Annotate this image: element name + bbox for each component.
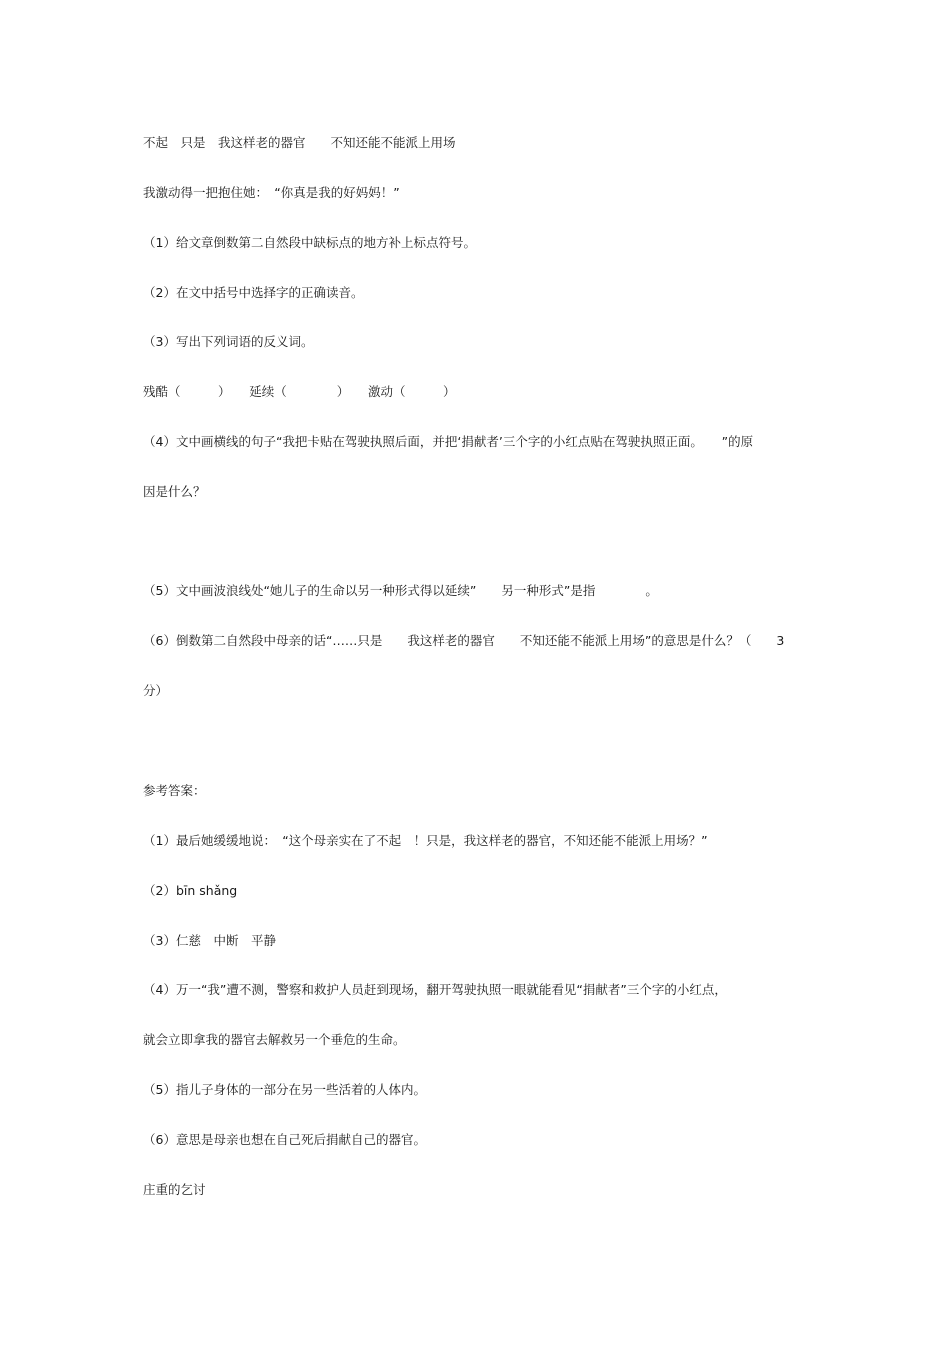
answer-4: （4）万一“我”遭不测，警察和救护人员赶到现场，翻开驾驶执照一眼就能看见“捐献者”三个字的小红点，	[143, 982, 727, 997]
text-line: 我激动得一把抱住她： “你真是我的好妈妈！”	[143, 185, 400, 200]
answer-5: （5）指儿子身体的一部分在另一些活着的人体内。	[143, 1082, 426, 1097]
question-4: （4）文中画横线的句子“我把卡贴在驾驶执照后面，并把‘捐献者’三个字的小红点贴在驾驶执照正面。 ”的原	[143, 434, 754, 449]
answer-4-cont: 就会立即拿我的器官去解救另一个垂危的生命。	[143, 1032, 406, 1047]
antonym-blanks: 残酷（ ） 延续（ ） 激动（ ）	[143, 384, 456, 399]
question-5: （5）文中画波浪线处“她儿子的生命以另一种形式得以延续” 另一种形式”是指 。	[143, 583, 658, 598]
answer-3: （3）仁慈 中断 平静	[143, 933, 276, 948]
question-6-cont: 分）	[143, 683, 169, 698]
answer-2: （2）bīn shǎng	[143, 883, 238, 898]
answer-heading: 参考答案：	[143, 783, 206, 798]
question-3: （3）写出下列词语的反义词。	[143, 334, 314, 349]
question-4-cont: 因是什么？	[143, 484, 206, 499]
answer-1: （1）最后她缓缓地说： “这个母亲实在了不起 ！只是，我这样老的器官，不知还能不能派上用场？”	[143, 833, 708, 848]
next-section-title: 庄重的乞讨	[143, 1182, 206, 1197]
question-2: （2）在文中括号中选择字的正确读音。	[143, 285, 364, 300]
question-1: （1）给文章倒数第二自然段中缺标点的地方补上标点符号。	[143, 235, 476, 250]
answer-6: （6）意思是母亲也想在自己死后捐献自己的器官。	[143, 1132, 426, 1147]
question-6: （6）倒数第二自然段中母亲的话“……只是 我这样老的器官 不知还能不能派上用场”的意思是什么？（ 3	[143, 633, 785, 648]
text-line: 不起 只是 我这样老的器官 不知还能不能派上用场	[143, 135, 456, 150]
